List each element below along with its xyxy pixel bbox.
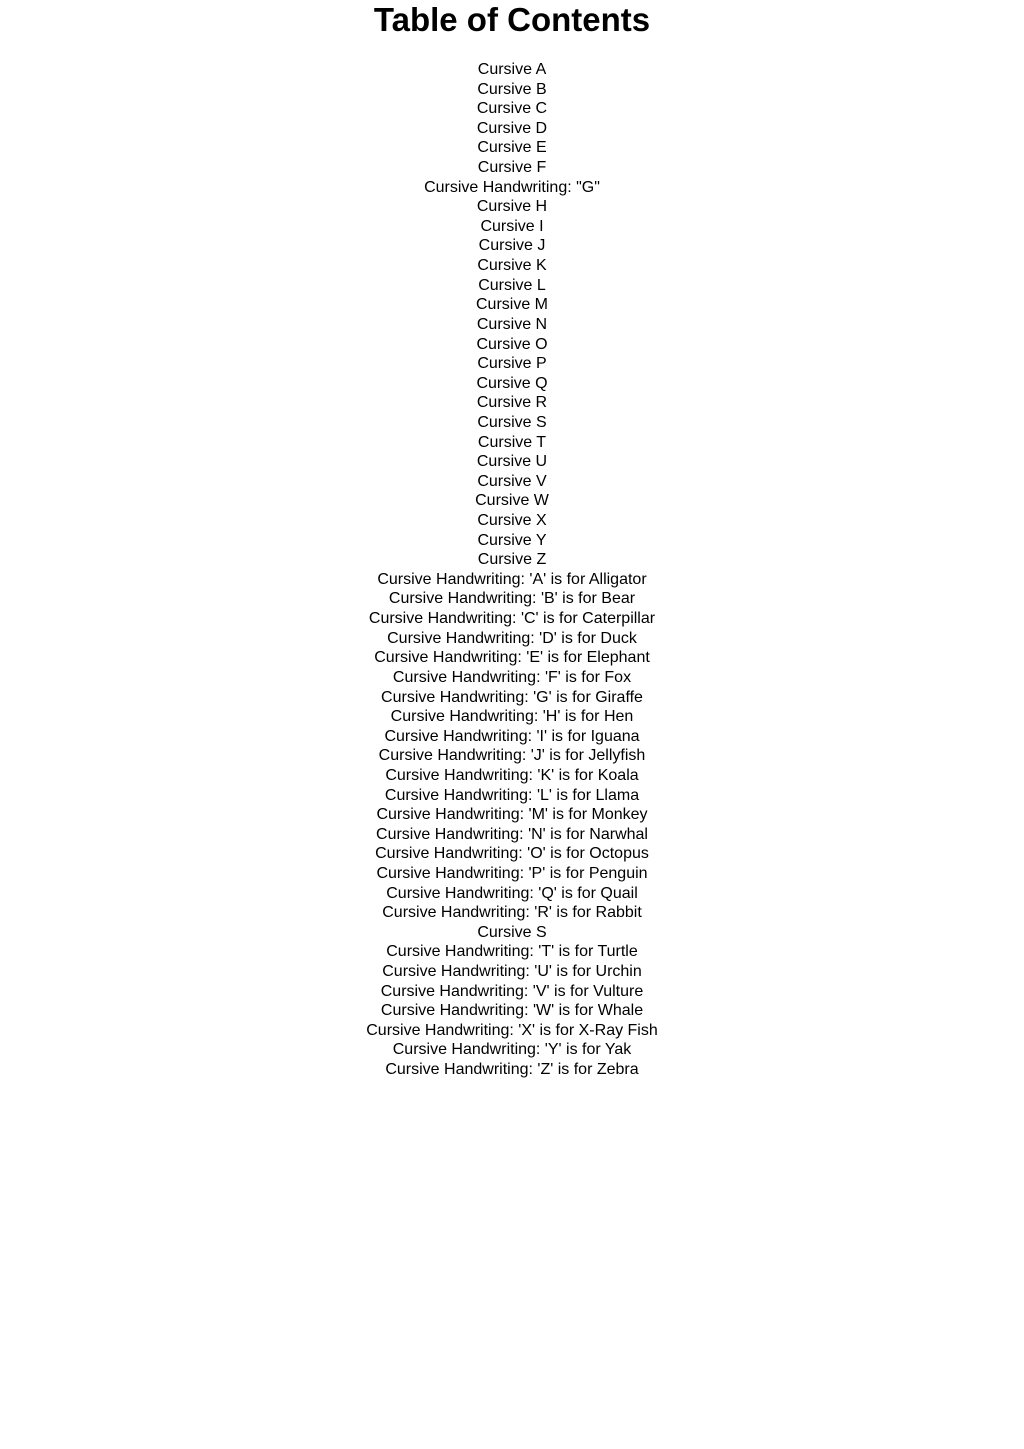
toc-entry-link[interactable]: Cursive Handwriting: 'L' is for Llama — [384, 786, 640, 804]
toc-entry — [0, 825, 1024, 845]
toc-entry-link[interactable]: Cursive T — [477, 433, 547, 451]
toc-entry — [0, 668, 1024, 688]
toc-entry-link[interactable]: Cursive Z — [477, 551, 547, 569]
toc-entry-link[interactable]: Cursive Handwriting: 'O' is for Octopus — [375, 845, 649, 863]
toc-entry-link[interactable]: Cursive A — [477, 61, 547, 78]
toc-entry-link[interactable]: Cursive K — [477, 257, 547, 275]
toc-entry-link[interactable]: Cursive Handwriting: 'Y' is for Yak — [392, 1041, 632, 1059]
toc-entry-link[interactable]: Cursive Handwriting: 'Q' is for Quail — [386, 884, 638, 902]
toc-entry-link[interactable]: Cursive Handwriting: 'M' is for Monkey — [376, 806, 648, 824]
toc-entry — [0, 60, 1024, 80]
toc-entry-link[interactable]: Cursive H — [476, 198, 548, 216]
toc-entry-link[interactable]: Cursive Handwriting: 'U' is for Urchin — [382, 963, 642, 981]
toc-entry-link[interactable]: Cursive D — [476, 119, 548, 137]
toc-entry-link[interactable]: Cursive B — [477, 80, 547, 98]
toc-entry — [0, 982, 1024, 1002]
toc-entry-link[interactable]: Cursive Handwriting: 'X' is for X-Ray Fish — [366, 1021, 658, 1039]
toc-entry — [0, 923, 1024, 943]
toc-entry — [0, 335, 1024, 355]
toc-entry — [0, 589, 1024, 609]
toc-entry — [0, 452, 1024, 472]
toc-entry-link[interactable]: Cursive L — [478, 276, 546, 294]
toc-entry-link[interactable]: Cursive P — [477, 355, 547, 373]
toc-entry — [0, 864, 1024, 884]
toc-entry — [0, 80, 1024, 100]
toc-entry — [0, 884, 1024, 904]
toc-entry-link[interactable]: Cursive Handwriting: 'T' is for Turtle — [386, 943, 638, 961]
toc-entry — [0, 766, 1024, 786]
toc-entry — [0, 942, 1024, 962]
toc-entry-link[interactable]: Cursive J — [478, 237, 546, 255]
toc-entry — [0, 119, 1024, 139]
toc-entry — [0, 786, 1024, 806]
toc-entry-link[interactable]: Cursive U — [476, 453, 548, 471]
toc-entry — [0, 295, 1024, 315]
toc-entry-link[interactable]: Cursive Q — [476, 374, 548, 392]
toc-entry-link[interactable]: Cursive Handwriting: 'D' is for Duck — [387, 629, 637, 647]
toc-entry — [0, 629, 1024, 649]
toc-entry — [0, 1040, 1024, 1060]
toc-entry — [0, 472, 1024, 492]
toc-entry-link[interactable]: Cursive Handwriting: 'I' is for Iguana — [384, 727, 640, 745]
toc-entry-link[interactable]: Cursive I — [480, 217, 544, 235]
toc-entry — [0, 491, 1024, 511]
toc-entry — [0, 99, 1024, 119]
toc-entry — [0, 550, 1024, 570]
toc-entry — [0, 236, 1024, 256]
toc-entry — [0, 648, 1024, 668]
toc-entry-link[interactable]: Cursive Handwriting: 'E' is for Elephant — [374, 649, 650, 667]
toc-entry-link[interactable]: Cursive X — [477, 512, 547, 530]
toc-entry — [0, 570, 1024, 590]
toc-entry-link[interactable]: Cursive Handwriting: 'P' is for Penguin — [376, 864, 648, 882]
toc-entry — [0, 1060, 1024, 1080]
toc-entry-link[interactable]: Cursive O — [476, 335, 548, 353]
toc-entry — [0, 531, 1024, 551]
toc-entry-link[interactable]: Cursive N — [476, 315, 548, 333]
toc-entry-link[interactable]: Cursive V — [477, 472, 547, 490]
toc-entry — [0, 178, 1024, 198]
toc-entry-link[interactable]: Cursive Y — [477, 531, 547, 549]
toc-entry-link[interactable]: Cursive Handwriting: 'G' is for Giraffe — [381, 688, 643, 706]
toc-entry-link[interactable]: Cursive Handwriting: 'R' is for Rabbit — [382, 904, 642, 922]
toc-entry — [0, 276, 1024, 296]
toc-entry-link[interactable]: Cursive S — [477, 413, 547, 431]
toc-entry-link[interactable]: Cursive Handwriting: 'K' is for Koala — [385, 766, 639, 784]
toc-entry — [0, 1001, 1024, 1021]
toc-entry — [0, 158, 1024, 178]
toc-entry — [0, 511, 1024, 531]
toc-entry — [0, 354, 1024, 374]
toc-entry-link[interactable]: Cursive Handwriting: 'N' is for Narwhal — [376, 825, 648, 843]
page-title: Table of Contents — [373, 1, 651, 38]
toc-entry-link[interactable]: Cursive F — [477, 159, 547, 177]
toc-entry-link[interactable]: Cursive E — [477, 139, 547, 157]
toc-entry — [0, 256, 1024, 276]
toc-entry — [0, 138, 1024, 158]
toc-entry — [0, 903, 1024, 923]
toc-entry-link[interactable]: Cursive Handwriting: 'V' is for Vulture — [380, 982, 644, 1000]
toc-entry-link[interactable]: Cursive Handwriting: 'F' is for Fox — [392, 668, 632, 686]
toc-entry-link[interactable]: Cursive Handwriting: 'A' is for Alligator — [377, 570, 647, 588]
toc-entry-link[interactable]: Cursive R — [476, 394, 548, 412]
toc-entry — [0, 374, 1024, 394]
toc-entry — [0, 707, 1024, 727]
toc-entry — [0, 746, 1024, 766]
toc-entry-link[interactable]: Cursive Handwriting: 'C' is for Caterpillar — [368, 610, 656, 628]
toc-entry-link[interactable]: Cursive Handwriting: 'W' is for Whale — [380, 1002, 644, 1020]
toc-entry — [0, 688, 1024, 708]
toc-entry — [0, 962, 1024, 982]
toc-entry-link[interactable]: Cursive Handwriting: 'B' is for Bear — [388, 590, 636, 608]
toc-entry-link[interactable]: Cursive C — [476, 100, 548, 118]
toc-entry — [0, 217, 1024, 237]
toc-entry-link[interactable]: Cursive W — [475, 492, 549, 510]
toc-list — [0, 60, 1024, 1080]
toc-entry — [0, 1021, 1024, 1041]
toc-entry — [0, 197, 1024, 217]
toc-entry — [0, 433, 1024, 453]
toc-entry — [0, 393, 1024, 413]
toc-entry — [0, 609, 1024, 629]
toc-entry-link[interactable]: Cursive S — [477, 923, 547, 941]
toc-entry — [0, 413, 1024, 433]
toc-entry-link[interactable]: Cursive M — [475, 296, 548, 314]
toc-entry-link[interactable]: Cursive Handwriting: 'Z' is for Zebra — [385, 1061, 639, 1079]
toc-entry-link[interactable]: Cursive Handwriting: "G" — [424, 178, 600, 196]
toc-entry — [0, 315, 1024, 335]
toc-entry-link[interactable]: Cursive Handwriting: 'H' is for Hen — [390, 708, 634, 726]
toc-entry — [0, 844, 1024, 864]
toc-entry-link[interactable]: Cursive Handwriting: 'J' is for Jellyfish — [378, 747, 646, 765]
toc-entry — [0, 805, 1024, 825]
toc-entry — [0, 727, 1024, 747]
